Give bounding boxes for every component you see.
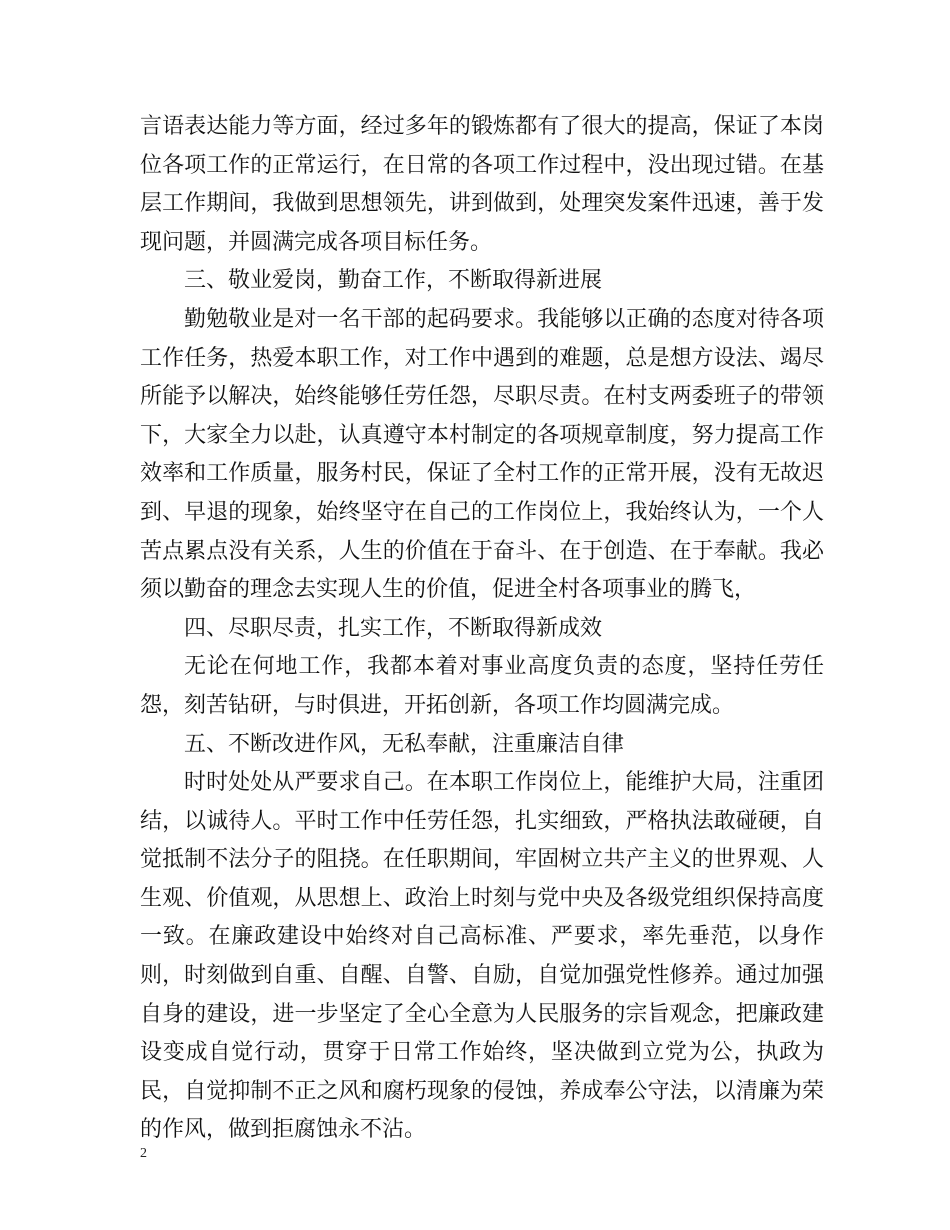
paragraph: 时时处处从严要求自己。在本职工作岗位上，能维护大局，注重团结，以诚待人。平时工作中任劳任怨，扎实细致，严格执法敢碰硬，自觉抵制不法分子的阻挠。在任职期间，牢固树立共产主义的世界观、人生观、价值观，从思想上、政治上时刻与党中央及各级党组织保持高度一致。在廉政建设中始终对自己高标准、严要求，率先垂范，以身作则，时刻做到自重、自醒、自警、自励，自觉加强党性修养。通过加强自身的建设，进一步坚定了全心全意为人民服务的宗旨观念，把廉政建设变成自觉行动，贯穿于日常工作始终，坚决做到立党为公，执政为民，自觉抑制不正之风和腐朽现象的侵蚀，养成奉公守法，以清廉为荣的作风，做到拒腐蚀永不沾。 (140, 770, 824, 1143)
section-heading-five: 五、不断改进作风，无私奉献，注重廉洁自律 (184, 731, 625, 757)
paragraph: 勤勉敬业是对一名干部的起码要求。我能够以正确的态度对待各项工作任务，热爱本职工作，对工作中遇到的难题，总是想方设法、竭尽所能予以解决，始终能够任劳任怨，尽职尽责。在村支两委班子的带领下，大家全力以赴，认真遵守本村制定的各项规章制度，努力提高工作效率和工作质量，服务村民，保证了全村工作的正常开展，没有无故迟到、早退的现象，始终坚守在自己的工作岗位上，我始终认为，一个人苦点累点没有关系，人生的价值在于奋斗、在于创造、在于奉献。我必须以勤奋的理念去实现人生的价值，促进全村各项事业的腾飞， (140, 306, 824, 603)
section-heading-four: 四、尽职尽责，扎实工作，不断取得新成效 (184, 615, 603, 641)
page-number: 2 (140, 1146, 147, 1161)
document-body (140, 108, 824, 1150)
paragraph: 无论在何地工作，我都本着对事业高度负责的态度，坚持任劳任怨，刻苦钻研，与时俱进，开拓创新，各项工作均圆满完成。 (140, 654, 824, 718)
section-heading-three: 三、敬业爱岗，勤奋工作，不断取得新进展 (184, 268, 603, 294)
paragraph: 言语表达能力等方面，经过多年的锻炼都有了很大的提高，保证了本岗位各项工作的正常运行，在日常的各项工作过程中，没出现过错。在基层工作期间，我做到思想领先，讲到做到，处理突发案件迅速，善于发现问题，并圆满完成各项目标任务。 (140, 114, 824, 255)
